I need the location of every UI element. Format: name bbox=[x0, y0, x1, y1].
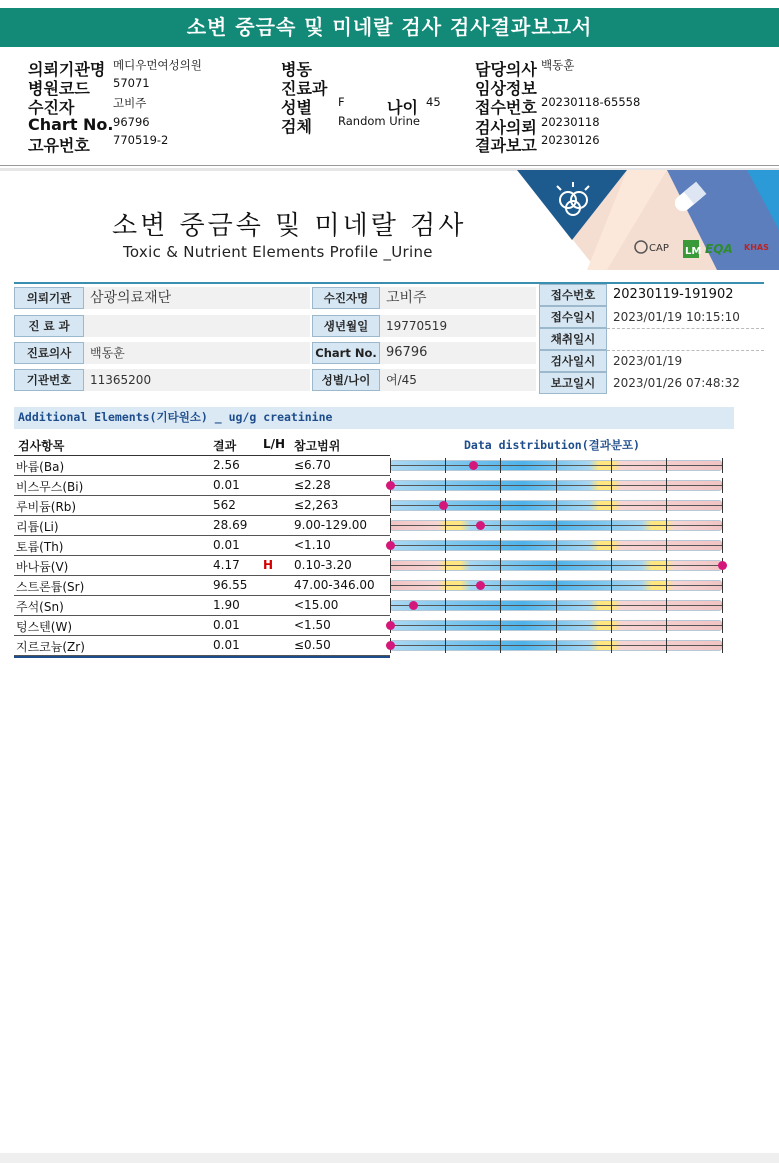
distribution-tick bbox=[390, 498, 391, 513]
distribution-tick bbox=[611, 578, 612, 593]
info-divider bbox=[607, 350, 764, 351]
table-row bbox=[14, 576, 390, 596]
info-label: 채취일시 bbox=[539, 328, 607, 350]
result-marker bbox=[409, 601, 418, 610]
distribution-tick bbox=[556, 578, 557, 593]
result-value: 2.56 bbox=[213, 458, 240, 472]
distribution-tick bbox=[611, 558, 612, 573]
distribution-tick bbox=[611, 638, 612, 653]
field-value: F bbox=[338, 95, 345, 109]
reference-range: ≤0.50 bbox=[294, 638, 331, 652]
field-label: 진료과 bbox=[281, 79, 328, 98]
table-row bbox=[14, 516, 390, 536]
distribution-tick bbox=[390, 598, 391, 613]
info-value: 20230119-191902 bbox=[607, 284, 764, 306]
distribution-tick bbox=[445, 458, 446, 473]
result-value: 0.01 bbox=[213, 478, 240, 492]
info-label: 진료의사 bbox=[14, 342, 84, 364]
info-label: 수진자명 bbox=[312, 287, 380, 309]
field-value: 45 bbox=[426, 95, 441, 109]
distribution-bar bbox=[390, 460, 722, 471]
info-label: Chart No. bbox=[312, 342, 380, 364]
info-label: 접수번호 bbox=[539, 284, 607, 306]
distribution-tick bbox=[666, 618, 667, 633]
distribution-tick bbox=[611, 538, 612, 553]
result-marker bbox=[386, 541, 395, 550]
lm-logo-text: LM bbox=[685, 246, 702, 257]
reference-range: ≤2,263 bbox=[294, 498, 339, 512]
result-marker bbox=[386, 481, 395, 490]
reference-range: <1.50 bbox=[294, 618, 331, 632]
reference-range: 0.10-3.20 bbox=[294, 558, 352, 572]
table-row bbox=[14, 556, 390, 576]
eqa-logo bbox=[705, 242, 733, 256]
info-label: 접수일시 bbox=[539, 306, 607, 328]
result-value: 0.01 bbox=[213, 618, 240, 632]
element-name: 지르코늄(Zr) bbox=[16, 640, 85, 654]
distribution-tick bbox=[445, 618, 446, 633]
field-value: 57071 bbox=[113, 76, 150, 90]
table-row bbox=[14, 596, 390, 616]
khas-logo-text: KHAS bbox=[744, 243, 769, 252]
result-value: 4.17 bbox=[213, 558, 240, 572]
distribution-tick bbox=[722, 538, 723, 553]
distribution-tick bbox=[556, 598, 557, 613]
distribution-tick bbox=[722, 458, 723, 473]
cap-logo-text: CAP bbox=[649, 243, 669, 254]
section-title: Additional Elements(기타원소) _ ug/g creatinine bbox=[14, 407, 734, 429]
field-value: 20230118-65558 bbox=[541, 95, 641, 109]
field-label: 결과보고 bbox=[475, 136, 537, 155]
distribution-bar bbox=[390, 580, 722, 591]
banner-artwork bbox=[517, 170, 779, 270]
distribution-tick bbox=[722, 518, 723, 533]
distribution-tick bbox=[445, 558, 446, 573]
info-divider bbox=[607, 328, 764, 329]
distribution-tick bbox=[611, 598, 612, 613]
field-value: 20230126 bbox=[541, 133, 600, 147]
banner-subtitle: Toxic & Nutrient Elements Profile _Urine bbox=[123, 243, 433, 261]
distribution-bar bbox=[390, 640, 722, 651]
distribution-tick bbox=[666, 598, 667, 613]
element-name: 바륨(Ba) bbox=[16, 460, 65, 474]
result-value: 28.69 bbox=[213, 518, 248, 532]
distribution-tick bbox=[722, 618, 723, 633]
distribution-tick bbox=[556, 498, 557, 513]
field-label: 병동 bbox=[281, 60, 312, 79]
patient-info-table bbox=[14, 282, 764, 392]
distribution-tick bbox=[666, 498, 667, 513]
distribution-tick bbox=[390, 558, 391, 573]
result-marker bbox=[469, 461, 478, 470]
distribution-bar bbox=[390, 620, 722, 631]
info-value: 2023/01/19 bbox=[607, 350, 764, 372]
reference-range: ≤2.28 bbox=[294, 478, 331, 492]
distribution-tick bbox=[390, 518, 391, 533]
info-value: 2023/01/26 07:48:32 bbox=[607, 372, 764, 394]
result-marker bbox=[386, 641, 395, 650]
info-value bbox=[607, 328, 764, 350]
info-label: 의뢰기관 bbox=[14, 287, 84, 309]
info-value: 96796 bbox=[380, 342, 536, 364]
element-name: 비스무스(Bi) bbox=[16, 480, 84, 494]
distribution-bar bbox=[390, 560, 722, 571]
distribution-tick bbox=[666, 558, 667, 573]
table-row bbox=[14, 636, 390, 656]
table-row bbox=[14, 476, 390, 496]
distribution-tick bbox=[556, 618, 557, 633]
field-label: Chart No. bbox=[28, 115, 114, 134]
distribution-tick bbox=[722, 638, 723, 653]
reference-range: ≤6.70 bbox=[294, 458, 331, 472]
result-marker bbox=[718, 561, 727, 570]
distribution-tick bbox=[556, 538, 557, 553]
info-label: 생년월일 bbox=[312, 315, 380, 337]
info-value: 11365200 bbox=[84, 369, 310, 391]
table-row bbox=[14, 496, 390, 516]
field-label: 검체 bbox=[281, 117, 312, 136]
header-divider bbox=[0, 165, 779, 166]
element-name: 바나듐(V) bbox=[16, 560, 69, 574]
distribution-tick bbox=[556, 558, 557, 573]
lm-logo bbox=[683, 240, 701, 258]
distribution-tick bbox=[666, 538, 667, 553]
info-value: 고비주 bbox=[380, 287, 536, 309]
column-header-reference: 참고범위 bbox=[294, 439, 341, 453]
distribution-tick bbox=[722, 498, 723, 513]
info-label: 검사일시 bbox=[539, 350, 607, 372]
field-value: 고비주 bbox=[113, 96, 147, 110]
distribution-bar bbox=[390, 540, 722, 551]
flag-indicator: H bbox=[263, 558, 274, 572]
table-row bbox=[14, 536, 390, 556]
info-value: 백동훈 bbox=[84, 342, 310, 364]
result-value: 0.01 bbox=[213, 538, 240, 552]
info-label: 기관번호 bbox=[14, 369, 84, 391]
info-value: 2023/01/19 10:15:10 bbox=[607, 306, 764, 328]
info-value: 19770519 bbox=[380, 315, 536, 337]
distribution-tick bbox=[722, 598, 723, 613]
field-label: 의뢰기관명 bbox=[28, 60, 106, 79]
result-value: 0.01 bbox=[213, 638, 240, 652]
table-bottom-rule bbox=[14, 656, 390, 658]
result-value: 1.90 bbox=[213, 598, 240, 612]
distribution-tick bbox=[445, 518, 446, 533]
field-value: 20230118 bbox=[541, 115, 600, 129]
distribution-tick bbox=[611, 498, 612, 513]
distribution-bar bbox=[390, 520, 722, 531]
distribution-tick bbox=[556, 518, 557, 533]
distribution-bar bbox=[390, 480, 722, 491]
distribution-tick bbox=[500, 598, 501, 613]
distribution-tick bbox=[611, 618, 612, 633]
field-label: 검사의뢰 bbox=[475, 118, 537, 137]
result-marker bbox=[386, 621, 395, 630]
distribution-tick bbox=[500, 538, 501, 553]
element-name: 토륨(Th) bbox=[16, 540, 64, 554]
element-name: 리튬(Li) bbox=[16, 520, 59, 534]
field-label: 접수번호 bbox=[475, 98, 537, 117]
column-header-item: 검사항목 bbox=[18, 439, 65, 453]
distribution-tick bbox=[611, 518, 612, 533]
column-header-flag: L/H bbox=[263, 437, 286, 451]
column-header-distribution: Data distribution(결과분포) bbox=[464, 438, 640, 452]
info-label: 보고일시 bbox=[539, 372, 607, 394]
khas-logo bbox=[744, 243, 769, 252]
distribution-tick bbox=[666, 478, 667, 493]
field-value: 백동훈 bbox=[541, 58, 575, 72]
result-value: 562 bbox=[213, 498, 236, 512]
distribution-tick bbox=[722, 478, 723, 493]
distribution-tick bbox=[556, 638, 557, 653]
distribution-tick bbox=[556, 458, 557, 473]
field-label: 병원코드 bbox=[28, 79, 90, 98]
distribution-tick bbox=[666, 518, 667, 533]
distribution-tick bbox=[390, 458, 391, 473]
distribution-tick bbox=[666, 578, 667, 593]
reference-range: 9.00-129.00 bbox=[294, 518, 368, 532]
distribution-tick bbox=[500, 458, 501, 473]
distribution-tick bbox=[500, 498, 501, 513]
reference-range: 47.00-346.00 bbox=[294, 578, 375, 592]
distribution-tick bbox=[500, 558, 501, 573]
field-label: 담당의사 bbox=[475, 60, 537, 79]
distribution-tick bbox=[611, 478, 612, 493]
distribution-bar bbox=[390, 600, 722, 611]
table-row bbox=[14, 456, 390, 476]
reference-range: <15.00 bbox=[294, 598, 339, 612]
column-header-result: 결과 bbox=[213, 439, 237, 453]
field-label: 임상정보 bbox=[475, 79, 537, 98]
info-value: 삼광의료재단 bbox=[84, 287, 310, 309]
distribution-tick bbox=[445, 538, 446, 553]
distribution-tick bbox=[722, 578, 723, 593]
distribution-tick bbox=[500, 518, 501, 533]
distribution-tick bbox=[611, 458, 612, 473]
result-marker bbox=[476, 581, 485, 590]
element-name: 주석(Sn) bbox=[16, 600, 64, 614]
distribution-tick bbox=[666, 638, 667, 653]
field-value: 96796 bbox=[113, 115, 150, 129]
distribution-tick bbox=[500, 478, 501, 493]
field-label: 고유번호 bbox=[28, 136, 90, 155]
distribution-tick bbox=[445, 598, 446, 613]
result-marker bbox=[476, 521, 485, 530]
reference-range: <1.10 bbox=[294, 538, 331, 552]
page-footer bbox=[0, 1153, 779, 1163]
result-value: 96.55 bbox=[213, 578, 248, 592]
distribution-tick bbox=[390, 578, 391, 593]
field-value: 770519-2 bbox=[113, 133, 169, 147]
element-name: 스트론튬(Sr) bbox=[16, 580, 85, 594]
field-label: 나이 bbox=[387, 98, 418, 117]
banner-title: 소변 중금속 및 미네랄 검사 bbox=[112, 211, 467, 241]
element-name: 루비듐(Rb) bbox=[16, 500, 77, 514]
distribution-tick bbox=[556, 478, 557, 493]
field-label: 성별 bbox=[281, 98, 312, 117]
info-label: 성별/나이 bbox=[312, 369, 380, 391]
distribution-tick bbox=[445, 478, 446, 493]
element-name: 텅스텐(W) bbox=[16, 620, 73, 634]
info-label: 진 료 과 bbox=[14, 315, 84, 337]
distribution-tick bbox=[666, 458, 667, 473]
field-value: 메디우먼여성의원 bbox=[113, 58, 202, 72]
distribution-tick bbox=[500, 618, 501, 633]
distribution-tick bbox=[500, 578, 501, 593]
field-label: 수진자 bbox=[28, 98, 75, 117]
distribution-bar bbox=[390, 500, 722, 511]
field-value: Random Urine bbox=[338, 114, 420, 128]
table-row bbox=[14, 616, 390, 636]
result-marker bbox=[439, 501, 448, 510]
eqa-logo-text: EQA bbox=[705, 242, 733, 256]
distribution-tick bbox=[445, 638, 446, 653]
distribution-tick bbox=[445, 578, 446, 593]
info-value bbox=[84, 315, 310, 337]
distribution-tick bbox=[500, 638, 501, 653]
info-value: 여/45 bbox=[380, 369, 536, 391]
report-title: 소변 중금속 및 미네랄 검사 검사결과보고서 bbox=[0, 8, 779, 47]
